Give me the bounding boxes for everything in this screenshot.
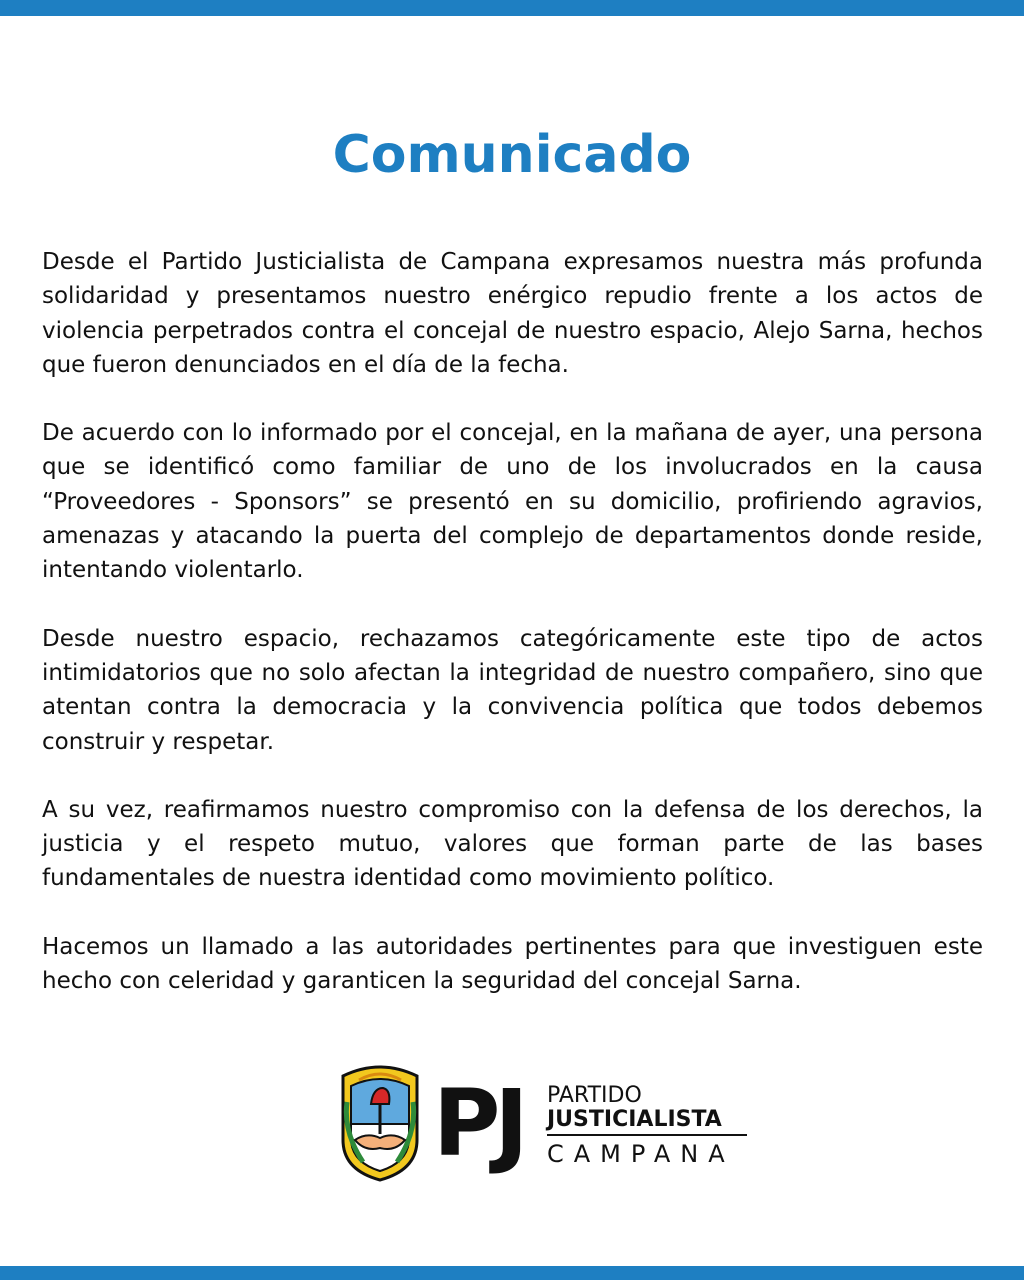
- pj-campana-logo: [337, 1062, 767, 1182]
- top-accent-bar: [0, 0, 1024, 16]
- logo-wordmark: [547, 1084, 762, 1168]
- logo-divider: [547, 1134, 747, 1136]
- peronist-shield-icon: [337, 1062, 423, 1182]
- logo-mark-pj: PJ: [433, 1070, 523, 1177]
- paragraph-5: Hacemos un llamado a las autoridades pertinentes para que investiguen este hecho con celeridad y garanticen la seguridad del concejal Sarna.: [42, 933, 983, 995]
- paragraph-1: Desde el Partido Justicialista de Campana expresamos nuestra más profunda solidaridad y presentamos nuestro enérgico repudio frente a los actos de violencia perpetrados contra el concejal de nuestro espacio, Alejo Sarna, hechos que fueron denunciados en el día de la fecha.: [42, 249, 983, 378]
- page-title: Comunicado: [332, 125, 692, 185]
- paragraph-2: De acuerdo con lo informado por el concejal, en la mañana de ayer, una persona que se identificó como familiar de uno de los involucrados en la causa “Proveedores - Sponsors” se presentó en su domicilio, profiriendo agravios, amenazas y atacando la puerta del complejo de departamentos donde reside, intentando violentarlo.: [42, 420, 983, 584]
- logo-justicialista: JUSTICIALISTA: [547, 1107, 722, 1132]
- logo-campana: CAMPANA: [547, 1140, 735, 1168]
- paragraph-4: A su vez, reafirmamos nuestro compromiso con la defensa de los derechos, la justicia y el respeto mutuo, valores que forman parte de las bases fundamentales de nuestra identidad como movimiento político.: [42, 796, 983, 892]
- paragraph-3: Desde nuestro espacio, rechazamos categóricamente este tipo de actos intimidatorios que no solo afectan la integridad de nuestro compañero, sino que atentan contra la democracia y la convivencia política que todos debemos construir y respetar.: [42, 625, 983, 755]
- bottom-accent-bar: [0, 1266, 1024, 1280]
- statement-body: [42, 245, 983, 1032]
- logo-partido: PARTIDO: [547, 1083, 642, 1108]
